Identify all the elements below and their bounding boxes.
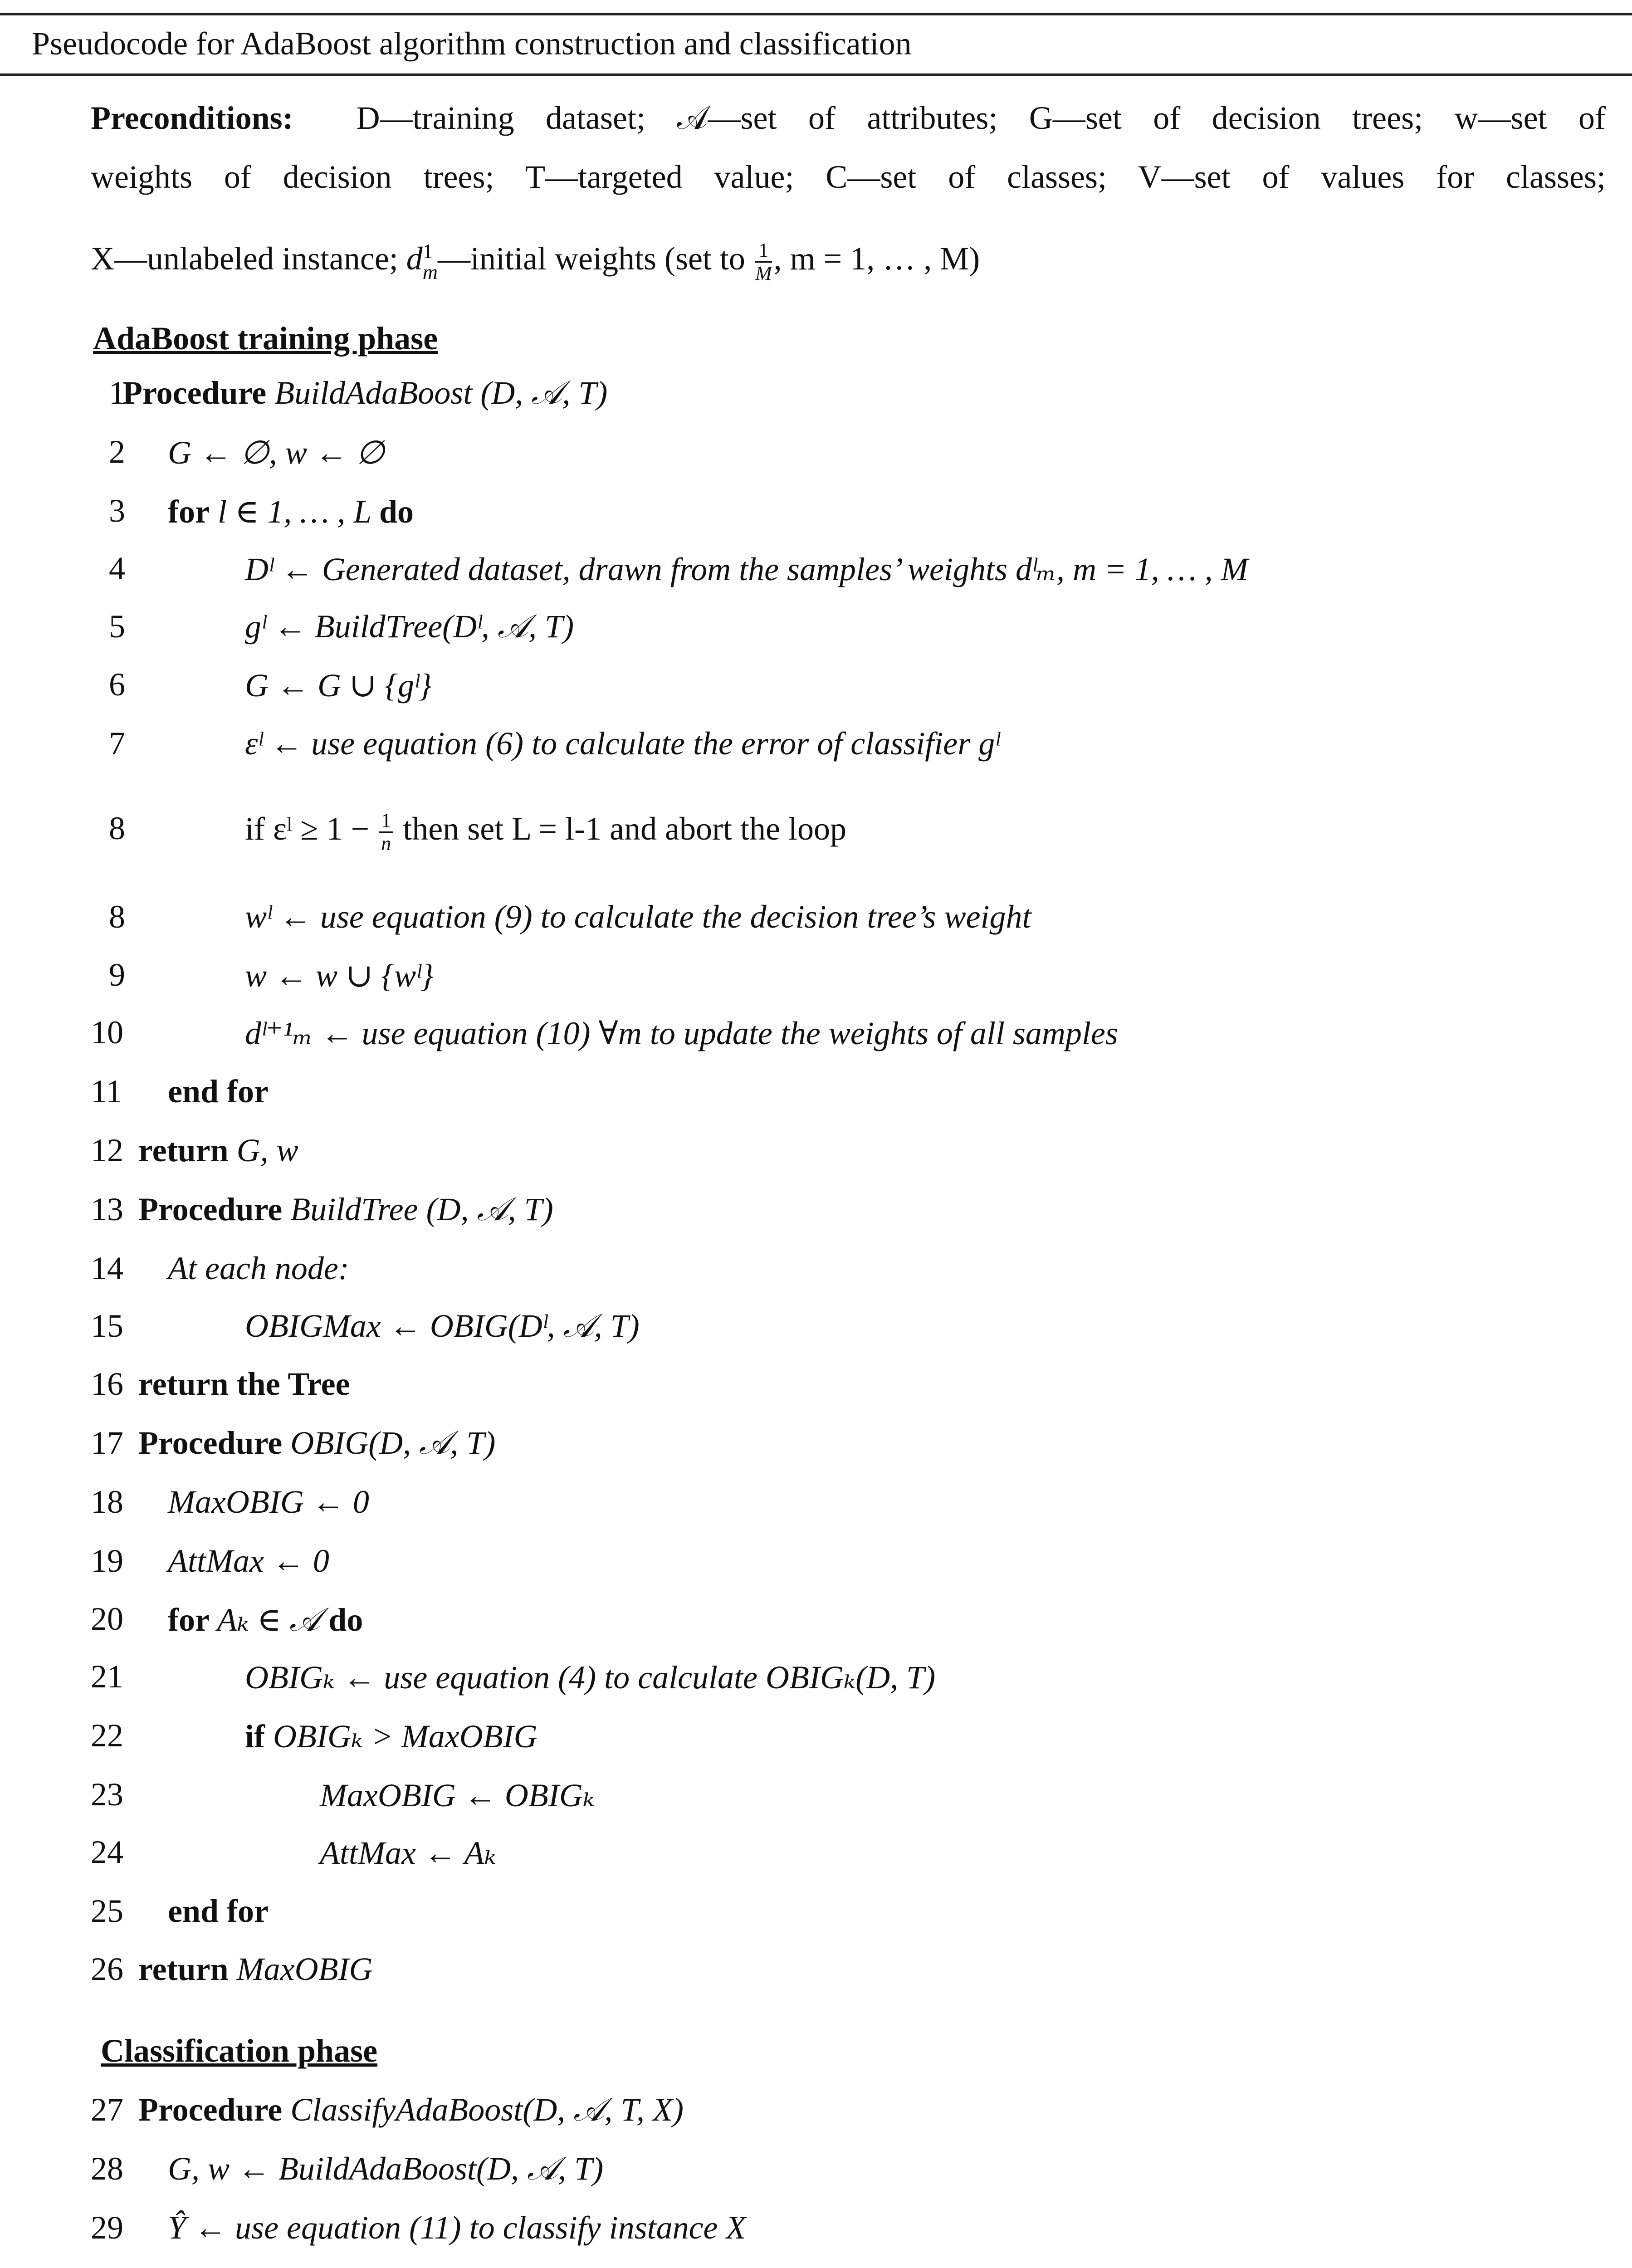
line-code: for Aₖ ∈ 𝒜 do (168, 1602, 363, 1638)
preconditions-line-2: weights of decision trees; T—targeted value; C—set of classes; V—set of values for classes; (91, 159, 1606, 195)
pseudocode-line-27 (0, 2091, 1632, 2141)
line-code: end for (168, 1893, 269, 1929)
pseudocode-line-14 (0, 1250, 1632, 1300)
line-number: 5 (109, 608, 125, 645)
line-number: 14 (91, 1250, 123, 1286)
line-number: 24 (91, 1834, 123, 1870)
pseudocode-line-9 (0, 956, 1632, 1006)
line-number: 23 (91, 1776, 123, 1813)
pseudocode-line-2 (0, 433, 1632, 483)
line-number: 12 (91, 1132, 123, 1168)
line-number: 15 (91, 1308, 123, 1344)
line-number: 18 (91, 1484, 123, 1520)
line-number: 10 (91, 1014, 123, 1051)
line-number: 26 (91, 1951, 123, 1987)
pseudocode-line-12 (0, 1132, 1632, 1182)
line-code: wˡ ← use equation (9) to calculate the decision tree’s weight (245, 899, 1031, 935)
line-number: 13 (91, 1191, 123, 1227)
line-number: 11 (91, 1073, 122, 1110)
pseudocode-line-13 (0, 1191, 1632, 1241)
line-code: return MaxOBIG (138, 1951, 373, 1987)
pseudocode-line-5 (0, 608, 1632, 658)
line-number: 27 (91, 2092, 123, 2128)
line-number: 20 (91, 1601, 123, 1637)
line-code: G ← ∅, w ← ∅ (168, 435, 385, 471)
line-code: G, w ← BuildAdaBoost(D, 𝒜, T) (168, 2151, 604, 2187)
line-number: 28 (91, 2151, 123, 2187)
line-code: end for (168, 1073, 269, 1110)
line-number: 25 (91, 1893, 123, 1929)
line-number: 9 (109, 957, 125, 993)
table-title: Pseudocode for AdaBoost algorithm construction and classification (32, 25, 912, 62)
line-code: Ŷ ← use equation (11) to classify instance X (168, 2209, 746, 2246)
line-number: 22 (91, 1717, 123, 1754)
line-code: OBIGMax ← OBIG(Dˡ, 𝒜, T) (245, 1308, 640, 1344)
pseudocode-line-17 (0, 1424, 1632, 1474)
line-number: 8 (109, 810, 125, 846)
header-rule (0, 73, 1632, 76)
line-code: gˡ ← BuildTree(Dˡ, 𝒜, T) (245, 608, 574, 645)
pseudocode-line-8 (0, 898, 1632, 948)
line-number: 6 (109, 666, 125, 703)
pseudocode-line-18 (0, 1483, 1632, 1533)
line-code: dˡ⁺¹ₘ ← use equation (10) ∀m to update the weights of all samples (245, 1015, 1118, 1051)
fraction-1-over-n: $\frac{1}{n}$ (379, 810, 393, 855)
line-number: 8 (109, 899, 125, 935)
line-number: 3 (109, 493, 125, 529)
pseudocode-line-23 (0, 1776, 1632, 1826)
line-number: 2 (109, 434, 125, 470)
fraction-1-over-M: $\frac{1}{M}$ (755, 239, 772, 284)
pseudocode-line-20 (0, 1600, 1632, 1650)
line-code: MaxOBIG ← 0 (168, 1484, 369, 1520)
line-code: Procedure OBIG(D, 𝒜, T) (138, 1425, 496, 1461)
line-code: Procedure BuildTree (D, 𝒜, T) (138, 1191, 553, 1227)
line-code: return G, w (138, 1132, 298, 1168)
line-number: 1 (109, 375, 125, 411)
line-code: At each node: (168, 1250, 349, 1286)
pseudocode-line-4 (0, 550, 1632, 600)
pseudocode-line-11 (0, 1073, 1632, 1123)
preconditions-label: Preconditions: (91, 100, 293, 136)
line-code: Procedure ClassifyAdaBoost(D, 𝒜, T, X) (138, 2092, 684, 2128)
line-code: if OBIGₖ > MaxOBIG (245, 1718, 537, 1755)
line-code: Dˡ ← Generated dataset, drawn from the samples’ weights dˡₘ, m = 1, … , M (245, 551, 1248, 587)
pseudocode-line-28 (0, 2150, 1632, 2200)
line-number: 19 (91, 1543, 123, 1579)
pseudocode-line-10 (0, 1014, 1632, 1064)
line-code: OBIGₖ ← use equation (4) to calculate OBIGₖ(D, T) (245, 1659, 936, 1696)
line-number: 7 (109, 725, 125, 762)
line-code: Procedure BuildAdaBoost (D, 𝒜, T) (122, 375, 608, 411)
line-code: εˡ ← use equation (6) to calculate the error of classifier gˡ (245, 725, 1000, 762)
preconditions-line-3: X—unlabeled instance; d 1 m —initial weights (set to $\frac{1}{M}$ , m = 1, … , M) (91, 239, 980, 284)
pseudocode-line-15 (0, 1307, 1632, 1357)
section-training-phase: AdaBoost training phase (93, 320, 438, 357)
line-number: 16 (91, 1366, 123, 1402)
line-number: 4 (109, 550, 125, 587)
pseudocode-line-16 (0, 1365, 1632, 1415)
line-number: 21 (91, 1658, 123, 1695)
line-code: AttMax ← Aₖ (320, 1835, 496, 1871)
pseudocode-line-1 (0, 374, 1632, 424)
pseudocode-line-29 (0, 2209, 1632, 2259)
line-code: AttMax ← 0 (168, 1543, 329, 1579)
pseudocode-line-21 (0, 1658, 1632, 1708)
pseudocode-line-24 (0, 1833, 1632, 1883)
pseudocode-line-8 (0, 810, 1632, 860)
pseudocode-line-26 (0, 1950, 1632, 2000)
preconditions (91, 88, 1606, 288)
line-code: G ← G ∪ {gˡ} (245, 667, 432, 704)
line-code: MaxOBIG ← OBIGₖ (320, 1777, 595, 1813)
preconditions-line-1: Preconditions: D—training dataset; 𝒜—set of attributes; G—set of decision trees; w—set of (91, 100, 1606, 136)
line-code: for l ∈ 1, … , L do (168, 494, 414, 530)
pseudocode-line-25 (0, 1892, 1632, 1942)
line-code: return the Tree (138, 1366, 350, 1402)
line-number: 29 (91, 2209, 123, 2246)
section-classification-phase: Classification phase (101, 2033, 378, 2069)
pseudocode-line-6 (0, 666, 1632, 716)
pseudocode-line-3 (0, 492, 1632, 542)
top-rule (0, 13, 1632, 15)
line-number: 17 (91, 1425, 123, 1461)
pseudocode-line-7 (0, 725, 1632, 775)
pseudocode-line-19 (0, 1542, 1632, 1592)
line-code: if εˡ ≥ 1 − $\frac{1}{n}$ then set L = l-1 and abort the loop (245, 809, 846, 855)
pseudocode-line-22 (0, 1717, 1632, 1767)
line-code: w ← w ∪ {wˡ} (245, 958, 434, 994)
